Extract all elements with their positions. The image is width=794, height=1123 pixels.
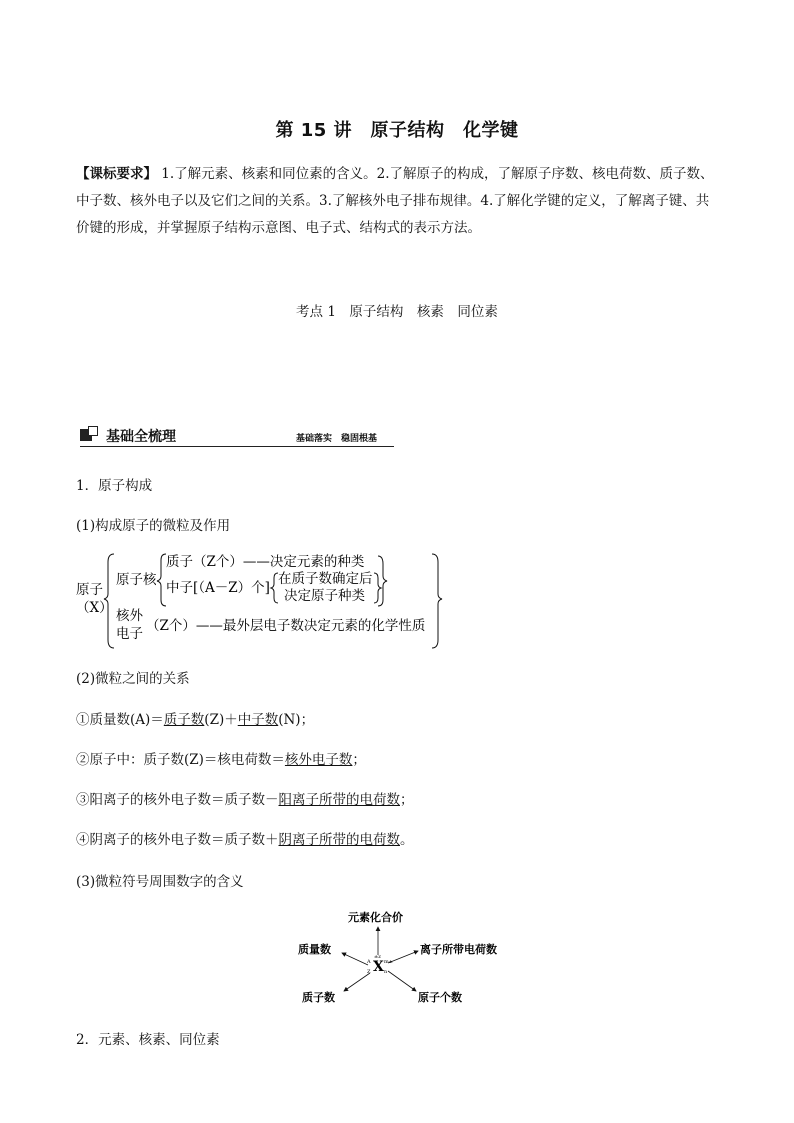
symbol-x: X xyxy=(373,959,384,975)
tree-neutron-role2: 决定原子种类 xyxy=(284,588,365,604)
tree-atom-symbol: （X） xyxy=(76,600,113,616)
particle-symbol-diagram xyxy=(290,905,510,1007)
label-proton-number: 质子数 xyxy=(302,991,335,1004)
curriculum-requirements xyxy=(76,161,718,242)
tree-neutron: 中子[（A－Z）个] xyxy=(166,580,270,596)
arrow-bottom-right xyxy=(388,971,416,991)
r2-c: ； xyxy=(352,752,366,768)
sub-symbol-meaning: (3)微粒符号周围数字的含义 xyxy=(76,874,244,890)
r1-blank-neutron: 中子数 xyxy=(237,712,279,728)
r3-c: ； xyxy=(400,792,414,808)
tree-atom: 原子 xyxy=(76,582,103,598)
tree-outer1: 核外 xyxy=(116,608,143,624)
relation-4 xyxy=(76,828,414,848)
big-brace-close xyxy=(432,554,442,648)
symbol-sub-n: n xyxy=(384,969,388,975)
symbol-sup-a: A xyxy=(367,959,371,965)
r1-c: (Z)＋ xyxy=(204,712,238,728)
arrow-bottom-left xyxy=(344,973,370,991)
section-title: 基础全梳理 xyxy=(106,429,176,445)
nucleus-brace xyxy=(157,554,166,606)
r3-blank: 阳离子所带的电荷数 xyxy=(278,792,400,808)
symbol-sub-z: Z xyxy=(367,969,371,975)
section-bar xyxy=(80,426,394,447)
arrow-left xyxy=(342,953,368,965)
relation-2 xyxy=(76,748,366,768)
neutron-brace-close xyxy=(374,573,381,603)
section-square-outline-icon xyxy=(88,426,98,436)
r3-a: ③阳离子的核外电子数＝质子数－ xyxy=(76,792,279,808)
label-mass-number: 质量数 xyxy=(298,943,331,956)
sub-relations: (2)微粒之间的关系 xyxy=(76,671,190,687)
tree-proton: 质子（Z个）——决定元素的种类 xyxy=(166,554,365,570)
atom-structure-diagram xyxy=(70,548,450,650)
r1-a: ①质量数(A)＝ xyxy=(76,712,164,728)
label-ion-charge: 离子所带电荷数 xyxy=(420,943,497,956)
neutron-brace xyxy=(271,573,278,603)
section-subtitle: 基础落实 稳固根基 xyxy=(296,434,378,444)
curriculum-text: 1.了解元素、核素和同位素的含义。2.了解原子的构成，了解原子序数、核电荷数、质子数、中子数、核外电子以及它们之间的关系。3.了解核外电子排布规律。4.了解化学键的定义，了解离子键、共价键的形成，并掌握原子结构示意图、电子式、结构式的表示方法。 xyxy=(76,166,714,236)
nucleus-brace-close xyxy=(378,556,387,606)
heading-atom-structure: 1．原子构成 xyxy=(76,478,153,494)
r4-blank: 阴离子所带的电荷数 xyxy=(278,832,400,848)
tree-neutron-role1: 在质子数确定后 xyxy=(278,571,373,587)
sub-particles: (1)构成原子的微粒及作用 xyxy=(76,518,231,534)
symbol-sup-valence: ±z xyxy=(374,954,381,960)
heading-elements-nuclides: 2．元素、核素、同位素 xyxy=(76,1032,220,1048)
relation-3 xyxy=(76,788,414,808)
r1-blank-proton: 质子数 xyxy=(163,712,205,728)
kaodian-heading: 考点 1 原子结构 核素 同位素 xyxy=(296,304,498,320)
label-valence: 元素化合价 xyxy=(348,911,403,924)
tree-outer2: 电子 xyxy=(116,626,143,642)
page-title: 第 15 讲 原子结构 化学键 xyxy=(275,120,519,141)
r2-a: ②原子中：质子数(Z)＝核电荷数＝ xyxy=(76,752,285,768)
tree-nucleus: 原子核 xyxy=(116,572,157,588)
symbol-sup-charge: m± xyxy=(384,959,393,965)
curriculum-label: 【课标要求】 xyxy=(76,166,157,182)
relation-1 xyxy=(76,708,314,728)
r1-e: (N)； xyxy=(278,712,315,728)
tree-electron: （Z个）——最外层电子数决定元素的化学性质 xyxy=(146,618,426,634)
r2-blank: 核外电子数 xyxy=(284,752,353,768)
r4-c: 。 xyxy=(400,832,414,848)
r4-a: ④阴离子的核外电子数＝质子数＋ xyxy=(76,832,279,848)
label-atom-count: 原子个数 xyxy=(418,991,462,1004)
